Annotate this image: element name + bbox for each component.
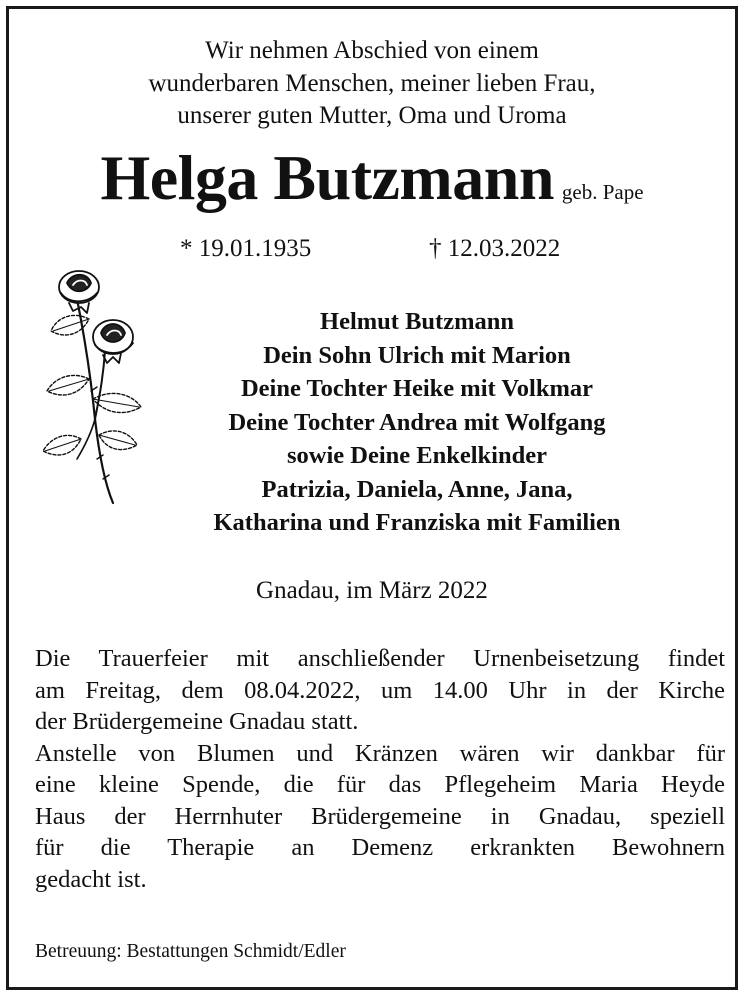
body-line: gedacht ist. [35,865,147,893]
body-line: der Brüdergemeine Gnadau statt. [35,708,359,735]
body-line: Anstelle von Blumen und Kränzen wären wir dankbar für [35,739,725,767]
mourner-line: Patrizia, Daniela, Anne, Jana, [261,475,573,503]
mourner-line: Katharina und Franziska mit Familien [213,509,621,536]
intro-line: wunderbaren Menschen, meiner lieben Frau, [148,69,596,97]
mourners-list [99,305,735,540]
birth-date: * 19.01.1935 [180,235,312,262]
service-details [35,643,725,895]
death-date: † 12.03.2022 [429,235,561,262]
intro-line: Wir nehmen Abschied von einem [205,37,539,64]
body-line: eine kleine Spende, die für das Pflegeheim Maria Heyde [35,771,725,798]
body-line: Die Trauerfeier mit anschließender Urnenbeisetzung findet [35,645,725,672]
obituary-notice [6,6,738,990]
mourner-line: sowie Deine Enkelkinder [287,442,547,469]
place-and-date: Gnadau, im März 2022 [256,577,488,604]
deceased-name: Helga Butzmann [100,142,554,213]
intro-text [9,35,735,133]
body-line: am Freitag, dem 08.04.2022, um 14.00 Uhr in der Kirche [35,676,725,704]
mourner-line: Dein Sohn Ulrich mit Marion [263,341,571,369]
intro-line: unserer guten Mutter, Oma und Uroma [177,102,567,129]
maiden-name: geb. Pape [561,180,644,204]
mourner-line: Helmut Butzmann [320,308,514,335]
deceased-name-row [9,142,735,213]
body-line: für die Therapie an Demenz erkrankten Bewohnern [35,834,725,861]
mourner-line: Deine Tochter Andrea mit Wolfgang [228,408,606,436]
body-line: Haus der Herrnhuter Brüdergemeine in Gnadau, speziell [35,802,725,830]
funeral-home-credit: Betreuung: Bestattungen Schmidt/Edler [35,941,346,962]
mourner-line: Deine Tochter Heike mit Volkmar [240,375,594,402]
